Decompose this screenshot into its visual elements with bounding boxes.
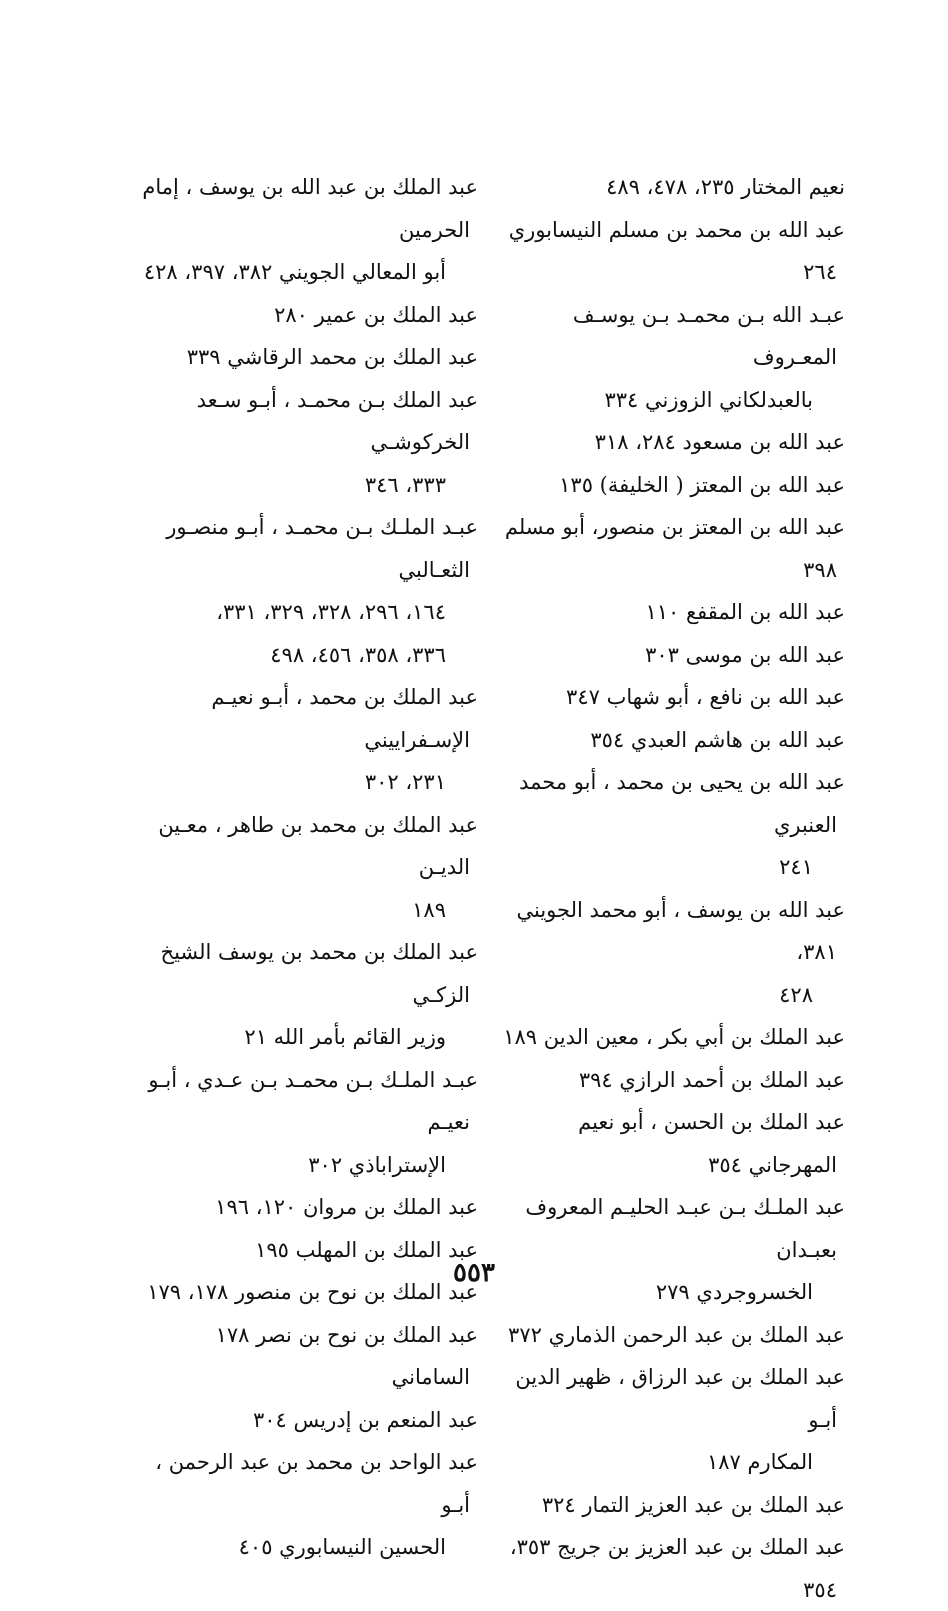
entry-text: عبد الملك بن عبد العزيز بن جريج ٣٥٣، ٣٥٤ [509,1535,845,1602]
entry-text: نعيم المختار ٢٣٥، ٤٧٨، ٤٨٩ [606,175,845,199]
entry-continuation: الخسروجردي ٢٧٩ [655,1280,813,1304]
entry-text: عبـد الله بـن محمـد بـن يوسـف المعـروف [572,302,845,369]
entry-text: عبد الملك بـن محمـد ، أبـو سـعد الخركوشـي [196,387,478,454]
entry-text: عبد الله بن مسعود ٢٨٤، ٣١٨ [594,430,845,454]
index-entry [133,1186,478,1229]
entry-continuation: بالعبدلكاني الزوزني ٣٣٤ [604,387,813,412]
entry-text: عبد الله بن هاشم العبدي ٣٥٤ [590,727,845,752]
entry-text: عبد الملك بن محمد بن يوسف الشيخ الزكـي [160,940,478,1007]
entry-text: عبد الملك بن عبد العزيز التمار ٣٢٤ [541,1492,845,1517]
entry-continuation: ٢٤١ [779,855,813,879]
index-entry [500,591,845,634]
entry-text: عبد الملك بن نوح بن منصور ١٧٨، ١٧٩ [147,1280,478,1304]
entry-text: عبد الملـك بـن عبـد الحليـم المعروف بعبـدان [525,1195,845,1262]
entry-continuation: ١٦٤، ٢٩٦، ٣٢٨، ٣٢٩، ٣٣١، [216,600,446,624]
entry-text: عبد الملك بن عبد الرزاق ، ظهير الدين أبـو [515,1365,845,1432]
entry-continuation: ٣٣٦، ٣٥٨، ٤٥٦، ٤٩٨ [270,642,446,667]
entry-continuation: وزير القائم بأمر الله ٢١ [244,1025,446,1049]
entry-continuation: ٣٣٣، ٣٤٦ [364,472,446,497]
entry-text: عبد الملك بن الحسن ، أبو نعيم المهرجاني ٣٥٤ [578,1110,845,1177]
index-entry [133,1314,478,1399]
entry-text: عبد الله بن المعتز بن منصور، أبو مسلم ٣٩٨ [504,515,845,582]
entry-continuation: الإستراباذي ٣٠٢ [308,1152,446,1177]
index-entry [500,1101,845,1186]
entry-text: عبـد الملـك بـن محمـد بـن عـدي ، أبـو نعيـم [148,1067,478,1134]
index-entry [500,1314,845,1357]
index-entry [500,464,845,507]
index-entry [133,804,478,932]
index-entry [133,931,478,1059]
entry-continuation: ٢٣١، ٣٠٢ [364,770,446,794]
index-entry [133,379,478,507]
index-entry [133,1399,478,1442]
index-entry [133,1441,478,1569]
entry-text: عبد الملك بن عمير ٢٨٠ [274,302,478,327]
page-number: ٥٥٣ [453,1258,495,1288]
entry-text: عبد الله بن المقفع ١١٠ [645,600,845,624]
entry-continuation: ١٨٩ [412,897,446,922]
index-column-left [133,166,478,1569]
entry-continuation: الحسين النيسابوري ٤٠٥ [238,1535,446,1559]
index-entry [500,506,845,591]
entry-text: عبد الله بن محمد بن مسلم النيسابوري ٢٦٤ [508,217,845,284]
index-entry [500,889,845,1017]
entry-text: عبد المنعم بن إدريس ٣٠٤ [252,1407,478,1432]
entry-text: عبـد الملـك بـن محمـد ، أبـو منصـور الثعـالبي [166,515,478,582]
entry-text: عبد الملك بن محمد بن طاهر ، معـين الديـن [158,812,478,879]
entry-text: عبد الملك بن أحمد الرازي ٣٩٤ [578,1067,845,1092]
index-entry [500,294,845,422]
entry-text: عبد الملك بن مروان ١٢٠، ١٩٦ [215,1195,478,1219]
entry-text: عبد الملك بن محمد ، أبـو نعيـم الإسـفراييني [211,685,478,752]
index-entry [500,719,845,762]
entry-text: عبد الله بن المعتز ( الخليفة) ١٣٥ [559,472,845,497]
entry-text: عبد الملك بن محمد الرقاشي ٣٣٩ [186,345,478,369]
index-entry [500,1059,845,1102]
index-entry [500,1484,845,1527]
index-entry [500,1356,845,1484]
entry-continuation: ٤٢٨ [779,982,813,1007]
index-entry [500,421,845,464]
index-entry [133,336,478,379]
index-entry [500,1526,845,1611]
index-entry [500,209,845,294]
entry-text: عبد الله بن يحيى بن محمد ، أبو محمد العنبري [519,770,845,837]
index-entry [500,676,845,719]
entry-continuation: المكارم ١٨٧ [706,1450,813,1474]
entry-text: عبد الله بن نافع ، أبو شهاب ٣٤٧ [566,685,845,709]
index-entry [500,1186,845,1314]
index-entry [133,294,478,337]
entry-text: عبد الملك بن عبد الرحمن الذماري ٣٧٢ [508,1322,845,1347]
index-entry [133,166,478,294]
index-entry [500,761,845,889]
entry-text: عبد الملك بن المهلب ١٩٥ [255,1237,478,1262]
index-entry [500,1016,845,1059]
entry-text: عبد الملك بن نوح بن نصر ١٧٨ الساماني [215,1322,478,1389]
entry-text: عبد الملك بن أبي بكر ، معين الدين ١٨٩ [503,1025,845,1049]
index-entry [133,676,478,804]
index-entry [500,166,845,209]
entry-continuation: أبو المعالي الجويني ٣٨٢، ٣٩٧، ٤٢٨ [143,260,446,284]
entry-text: عبد الملك بن عبد الله بن يوسف ، إمام الحرمين [142,175,478,242]
index-entry [133,1059,478,1187]
index-entry [500,634,845,677]
entry-text: عبد الواحد بن محمد بن عبد الرحمن ، أبـو [155,1450,478,1517]
entry-text: عبد الله بن موسى ٣٠٣ [645,642,845,667]
index-entry [133,506,478,676]
index-column-right [500,166,845,1611]
entry-text: عبد الله بن يوسف ، أبو محمد الجويني ٣٨١، [516,897,845,964]
